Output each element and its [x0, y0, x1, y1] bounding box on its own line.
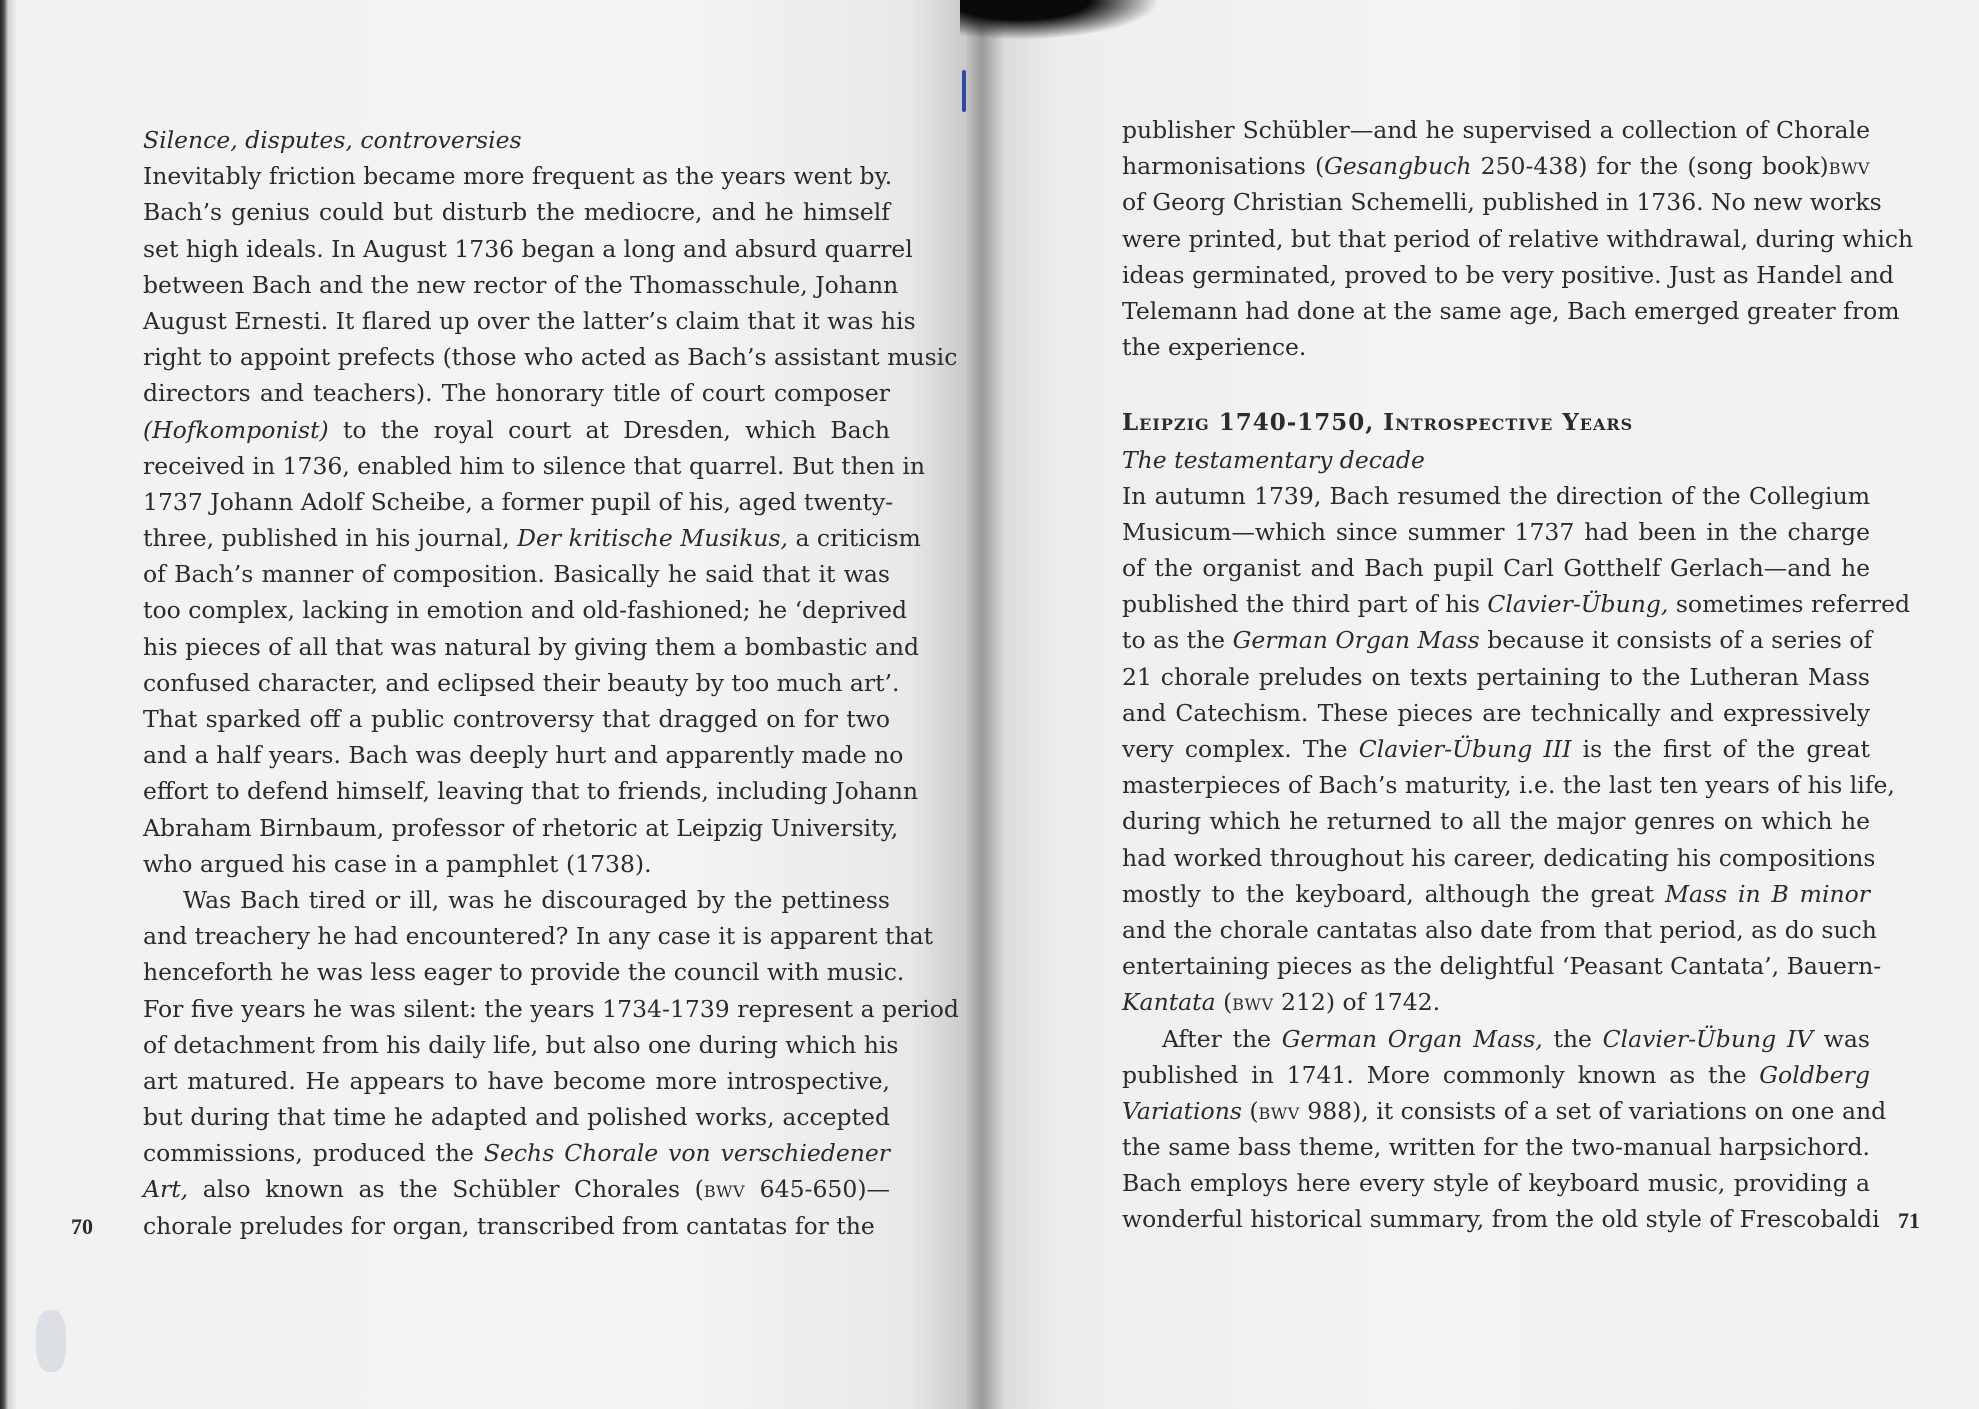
thumb-smudge: [36, 1310, 66, 1372]
text-line: Art, also known as the Schübler Chorales (bwv 645-650)—: [143, 1175, 890, 1204]
text-line: Inevitably friction became more frequent as the years went by.: [143, 162, 893, 191]
right-paragraph-3: [1122, 1021, 1887, 1238]
top-shadow: [960, 0, 1160, 40]
text-line: (Hofkomponist) to the royal court at Dresden, which Bach: [143, 415, 890, 444]
text-line: and treachery he had encountered? In any case it is apparent that: [143, 922, 934, 951]
left-subheading: Silence, disputes, controversies: [143, 126, 522, 154]
gutter: [966, 0, 1006, 1409]
text-line: of the organist and Bach pupil Carl Gotthelf Gerlach—and he: [1122, 554, 1870, 583]
text-line: who argued his case in a pamphlet (1738).: [143, 849, 652, 878]
text-line: of detachment from his daily life, but also one during which his: [143, 1030, 899, 1059]
text-line: henceforth he was less eager to provide the council with music.: [143, 958, 905, 987]
text-line: 1737 Johann Adolf Scheibe, a former pupil of his, aged twenty-: [143, 487, 894, 516]
text-line: Musicum—which since summer 1737 had been in the charge: [1122, 517, 1870, 546]
text-line: and a half years. Bach was deeply hurt and apparently made no: [143, 741, 904, 770]
text-line: had worked throughout his career, dedicating his compositions: [1122, 843, 1876, 872]
text-line: wonderful historical summary, from the old style of Frescobaldi: [1122, 1205, 1880, 1234]
text-line: harmonisations (Gesangbuch 250-438) for the (song book)bwv: [1122, 152, 1870, 181]
left-paragraph-2: [143, 882, 959, 1244]
text-line: of Bach’s manner of composition. Basically he said that it was: [143, 560, 890, 589]
text-line: That sparked off a public controversy that dragged on for two: [143, 705, 890, 733]
text-line: and the chorale cantatas also date from that period, as do such: [1122, 915, 1877, 944]
text-line: received in 1736, enabled him to silence that quarrel. But then in: [143, 451, 926, 480]
text-line: Bach employs here every style of keyboard music, providing a: [1122, 1169, 1870, 1198]
text-line: were printed, but that period of relative withdrawal, during which: [1122, 224, 1914, 253]
text-line: set high ideals. In August 1736 began a long and absurd quarrel: [143, 234, 913, 263]
text-line: For five years he was silent: the years 1734-1739 represent a period: [143, 994, 959, 1023]
right-subheading: The testamentary decade: [1122, 445, 1425, 474]
text-line: three, published in his journal, Der kritische Musikus, a criticism: [143, 524, 921, 553]
text-line: of Georg Christian Schemelli, published in 1736. No new works: [1122, 188, 1882, 217]
text-line: to as the German Organ Mass because it consists of a series of: [1122, 626, 1873, 655]
text-line: August Ernesti. It flared up over the latter’s claim that it was his: [143, 306, 916, 335]
left-page-text: [143, 122, 959, 1244]
text-line: published the third part of his Clavier-Übung, sometimes referred: [1122, 590, 1911, 619]
text-line: publisher Schübler—and he supervised a collection of Chorale: [1122, 116, 1870, 144]
text-line: chorale preludes for organ, transcribed from cantatas for the: [143, 1211, 875, 1240]
text-line: entertaining pieces as the delightful ‘Peasant Cantata’, Bauern-: [1122, 952, 1882, 981]
text-line: the same bass theme, written for the two-manual harpsichord.: [1122, 1133, 1870, 1162]
text-line: right to appoint prefects (those who acted as Bach’s assistant music: [143, 343, 958, 372]
text-line: Variations (bwv 988), it consists of a set of variations on one and: [1122, 1096, 1887, 1125]
book-edge: [0, 0, 16, 1409]
text-line: Was Bach tired or ill, was he discouraged by the pettiness: [183, 885, 890, 914]
text-line: confused character, and eclipsed their beauty by too much art’.: [143, 668, 900, 697]
text-line: masterpieces of Bach’s maturity, i.e. the last ten years of his life,: [1122, 771, 1895, 800]
text-line: published in 1741. More commonly known as the Goldberg: [1122, 1060, 1870, 1089]
text-line: directors and teachers). The honorary title of court composer: [143, 379, 890, 408]
text-line: between Bach and the new rector of the Thomasschule, Johann: [143, 270, 899, 299]
text-line: ideas germinated, proved to be very positive. Just as Handel and: [1122, 260, 1894, 289]
text-line: mostly to the keyboard, although the great Mass in B minor: [1122, 879, 1870, 908]
text-line: very complex. The Clavier-Übung III is the first of the great: [1122, 735, 1870, 763]
text-line: commissions, produced the Sechs Chorale von verschiedener: [143, 1139, 891, 1168]
text-line: his pieces of all that was natural by giving them a bombastic and: [143, 632, 920, 661]
text-line: 21 chorale preludes on texts pertaining to the Lutheran Mass: [1122, 662, 1870, 691]
text-line: Kantata (bwv 212) of 1742.: [1122, 988, 1441, 1017]
left-paragraph-1: [143, 158, 958, 882]
text-line: too complex, lacking in emotion and old-fashioned; he ‘deprived: [143, 596, 908, 625]
text-line: and Catechism. These pieces are technically and expressively: [1122, 698, 1870, 727]
section-gap: [1122, 365, 1870, 405]
page-number-right: 71: [1898, 1208, 1920, 1233]
section-heading: Leipzig 1740-1750, Introspective Years: [1122, 409, 1634, 437]
right-paragraph-1: [1122, 112, 1914, 365]
text-line: during which he returned to all the major genres on which he: [1122, 807, 1870, 836]
text-line: Bach’s genius could but disturb the mediocre, and he himself: [143, 198, 890, 227]
text-line: Abraham Birnbaum, professor of rhetoric at Leipzig University,: [143, 813, 899, 842]
text-line: the experience.: [1122, 333, 1307, 362]
page-number-left: 70: [71, 1214, 93, 1239]
text-line: In autumn 1739, Bach resumed the direction of the Collegium: [1122, 481, 1870, 510]
text-line: but during that time he adapted and polished works, accepted: [143, 1103, 890, 1132]
text-line: Telemann had done at the same age, Bach emerged greater from: [1122, 296, 1900, 325]
text-line: effort to defend himself, leaving that to friends, including Johann: [143, 777, 919, 806]
right-paragraph-2: [1122, 478, 1911, 1021]
text-line: After the German Organ Mass, the Clavier-Übung IV was: [1162, 1024, 1870, 1053]
text-line: art matured. He appears to have become more introspective,: [143, 1066, 890, 1095]
bookmark-ribbon: [962, 70, 966, 112]
